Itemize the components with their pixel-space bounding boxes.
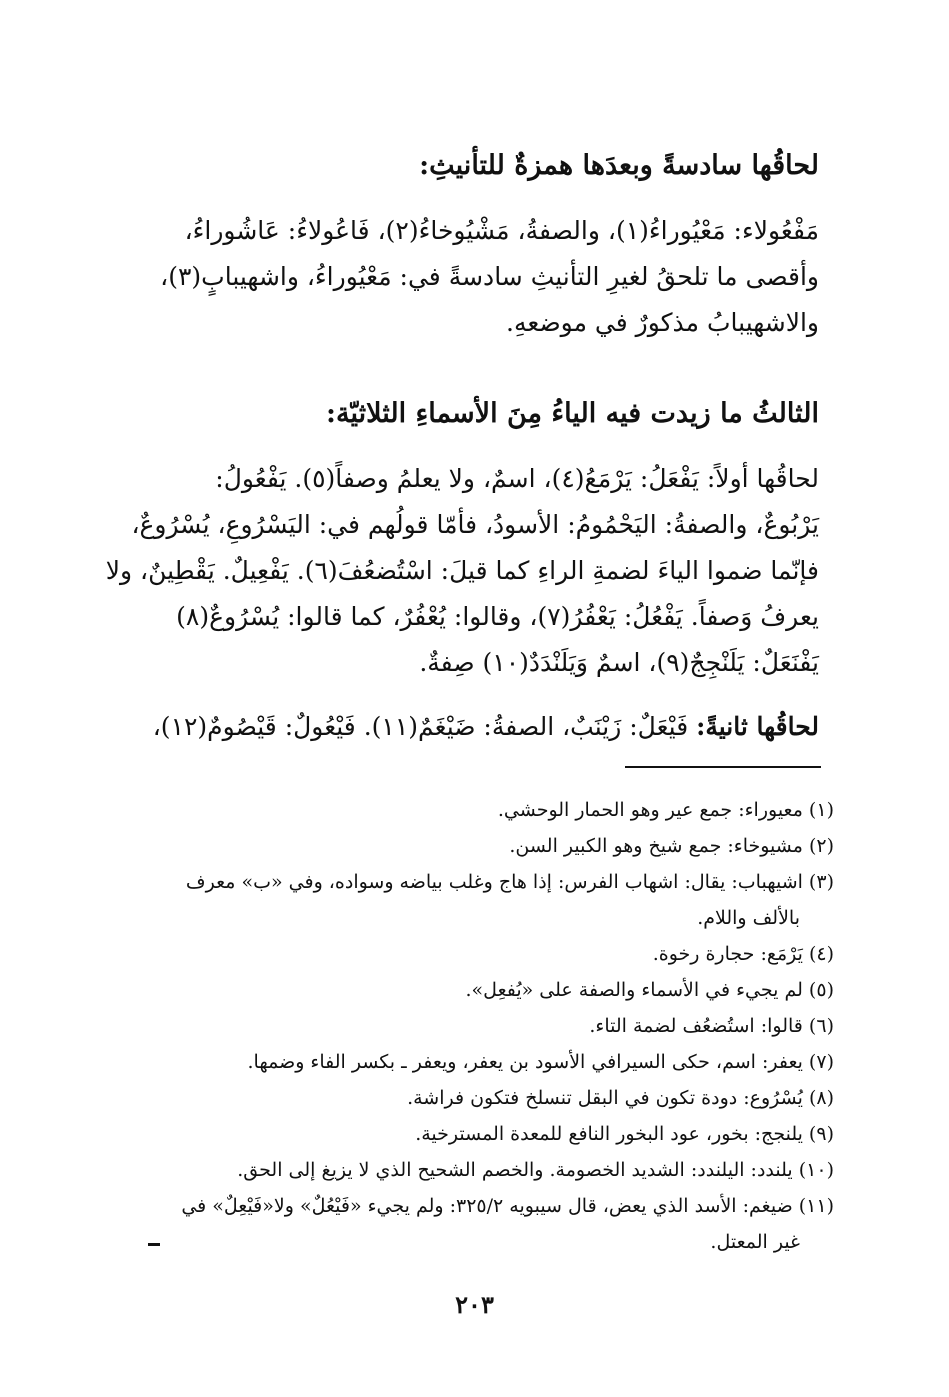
text-line: وأقصى ما تلحقُ لغيرِ التأنيثِ سادسةً في: مَعْيُوراءُ، واشهيبابٍ(٣)، xyxy=(160,262,819,291)
footnote-continuation: بالألف واللام. xyxy=(697,907,800,929)
footnote: (٦) قالوا: استُضعُف لضمة التاء. xyxy=(589,1015,834,1037)
footnote: (٢) مشيوخاء: جمع شيخ وهو الكبير السن. xyxy=(509,835,834,857)
paragraph-text: فَيْعَلٌ: زَيْنَبٌ، الصفةُ: ضَيْغَمٌ(١١). فَيْعُولٌ: قَيْصُومٌ(١٢)، xyxy=(152,712,689,741)
paragraph-label: لحاقُها ثانيةً: xyxy=(696,712,819,741)
footnote: (٩) يلنجج: بخور، عود البخور النافع للمعدة المسترخية. xyxy=(415,1123,834,1145)
text-line: يَفْنَعَلٌ: يَلَنْجِجٌ(٩)، اسمٌ وَيَلَنْدَدٌ(١٠) صِفةٌ. xyxy=(419,648,819,677)
section-heading-2: الثالثُ ما زيدت فيه الياءُ مِنَ الأسماءِ الثلاثيّة: xyxy=(326,398,819,429)
footnote: (٧) يعفر: اسم، حكى السيرافي الأسود بن يعفر، ويعفر ـ بكسر الفاء وضمها. xyxy=(247,1051,834,1073)
footnote-continuation: غير المعتل. xyxy=(710,1231,800,1253)
text-line: يَرْبُوعٌ، والصفةُ: اليَحْمُومُ: الأسودُ، فأمّا قولُهم في: اليَسْرُوعِ، يُسْرُوعٌ، xyxy=(131,510,819,539)
text-line: مَفْعُولاء: مَعْيُوراءُ(١)، والصفةُ، مَشْيُوخاءُ(٢)، فَاعُولاءُ: عَاشُوراءُ، xyxy=(184,216,819,245)
footnote: (٤) يَرْمَع: حجارة رخوة. xyxy=(652,943,834,965)
footnote: (٥) لم يجيء في الأسماء والصفة على «يُفعِل». xyxy=(465,979,834,1001)
page-number: ٢٠٣ xyxy=(455,1290,494,1319)
footnotes xyxy=(119,792,834,1260)
text-line: والاشهيبابُ مذكورٌ في موضعهِ. xyxy=(506,308,819,337)
footnote: (١) معيوراء: جمع عير وهو الحمار الوحشي. xyxy=(497,799,834,821)
continuation-mark xyxy=(148,1243,160,1246)
text-line: فإنّما ضموا الياءَ لضمةِ الراءِ كما قيلَ: اسْتُضعُفَ(٦). يَفْعِيلٌ. يَقْطِينٌ، ولا xyxy=(105,556,819,585)
text-line: يعرفُ وَصفاً. يَفْعُلُ: يَعْفُرُ(٧)، وقالوا: يُعْفُرٌ، كما قالوا: يُسْرُوعٌ(٨) xyxy=(176,602,819,631)
footnote: (٨) يُسْرُوع: دودة تكون في البقل تنسلخ فتكون فراشة. xyxy=(407,1087,834,1109)
footnote: (١١) ضيغم: الأسد الذي يعض، قال سيبويه ٣٢٥/٢: ولم يجيء «فَيْعُلٌ» ولا«فَيْعِلٌ» في xyxy=(181,1195,834,1217)
footnote-separator xyxy=(625,766,821,768)
text-line xyxy=(129,704,819,750)
footnote: (٣) اشيهباب: يقال: اشهاب الفرس: إذا هاج وغلب بياضه وسواده، وفي «ب» معرف xyxy=(185,871,834,893)
section-heading-1: لحاقُها سادسةً وبعدَها همزةٌ للتأنيثِ: xyxy=(419,150,819,181)
section-1-paragraph xyxy=(129,208,819,346)
section-2-paragraph-1 xyxy=(105,456,819,686)
text-line: لحاقُها أولاً: يَفْعَلُ: يَرْمَعُ(٤)، اسمٌ، ولا يعلمُ وصفاً(٥). يَفْعُولُ: xyxy=(215,464,819,493)
footnote: (١٠) يلندد: اليلندد: الشديد الخصومة. والخصم الشحيح الذي لا يزيغ إلى الحق. xyxy=(237,1159,834,1181)
section-2-paragraph-2 xyxy=(129,704,819,750)
